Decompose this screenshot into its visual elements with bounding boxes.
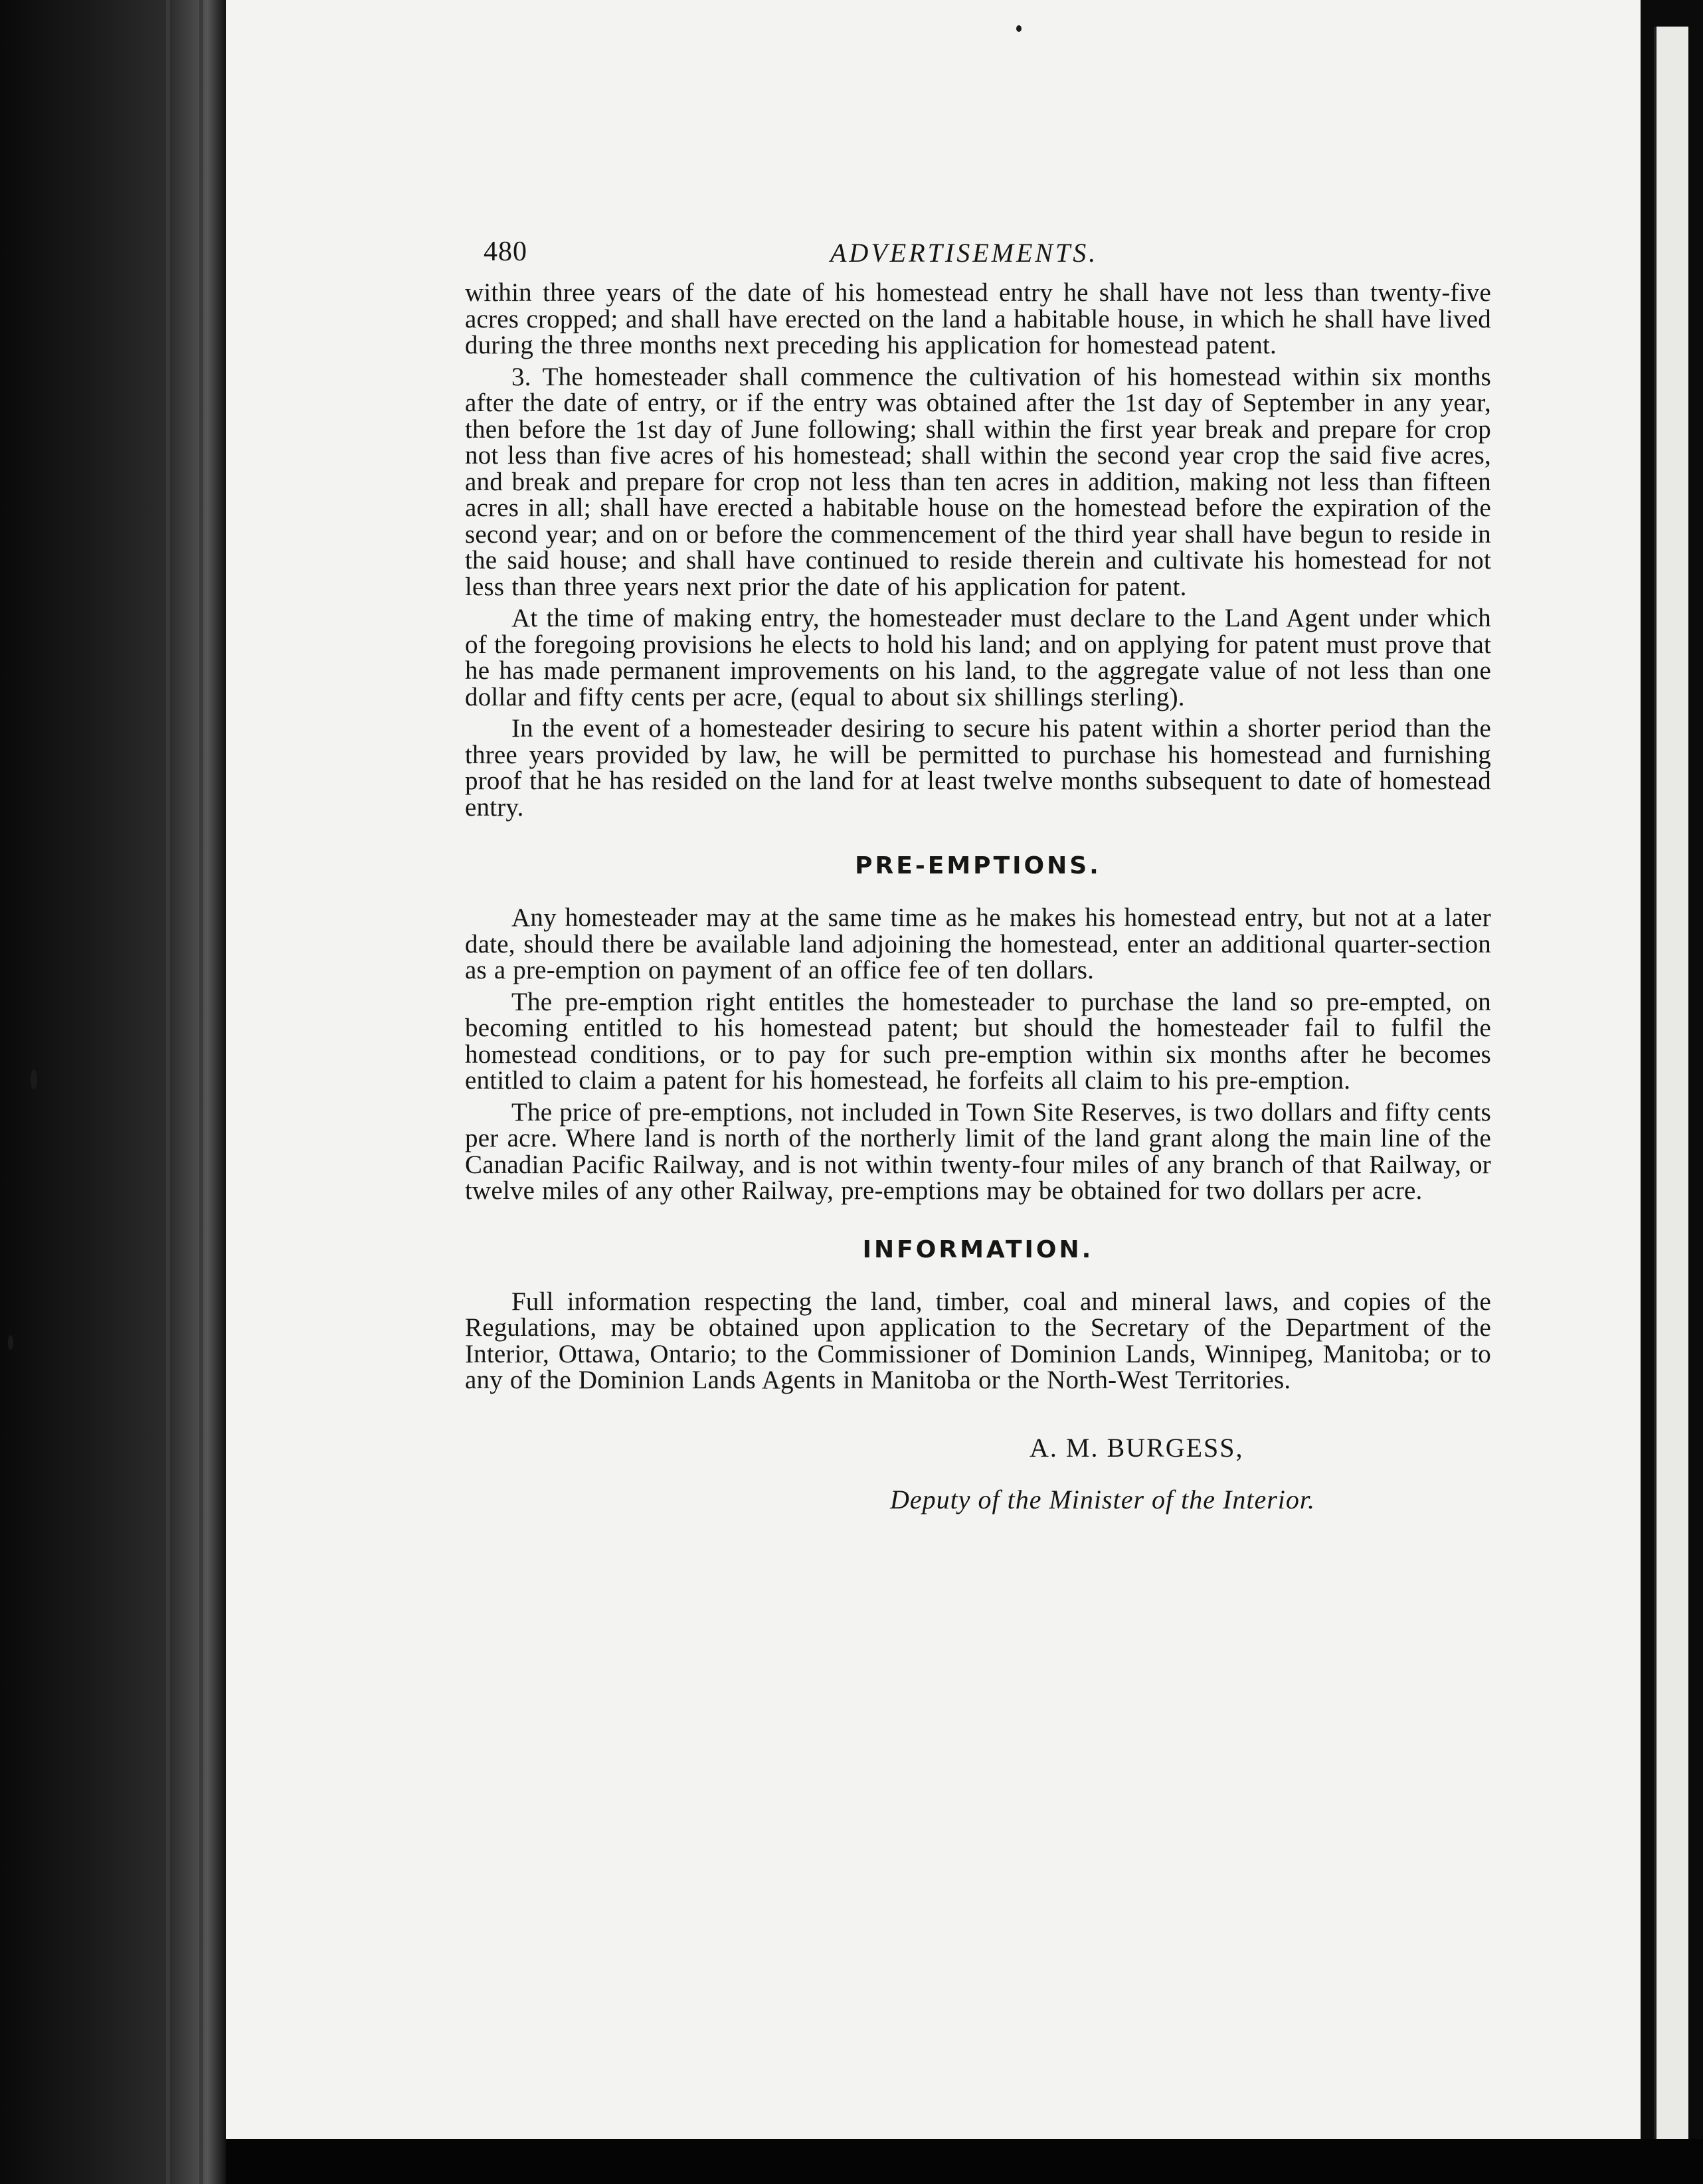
scan-speck xyxy=(31,1069,37,1089)
signatory-name: A. M. BURGESS, xyxy=(1030,1432,1244,1463)
scan-speck xyxy=(8,1335,13,1350)
signatory-title: Deputy of the Minister of the Interior. xyxy=(890,1484,1316,1514)
scan-bottom-border xyxy=(226,2139,1703,2184)
paragraph: The price of pre-emptions, not included in Town Site Reserves, is two dollars and fifty cents per acre. Where land is north of the northerly limit of the land grant along the main line of the Canadian Pacific Railway, and is not within twenty-four miles of any branch of that Railway, or twelve miles of any other Railway, pre-emptions may be obtained for two dollars per acre. xyxy=(465,1097,1491,1205)
paragraph: within three years of the date of his homestead entry he shall have not less than twenty-five acres cropped; and shall have erected on the land a habitable house, in which he shall have lived during the three months next preceding his application for homestead patent. xyxy=(465,278,1491,359)
spine-edge-line xyxy=(199,0,203,2184)
section-heading-preemptions: PRE-EMPTIONS. xyxy=(855,852,1101,879)
paragraph: 3. The homesteader shall commence the cultivation of his homestead within six months after the date of entry, or if the entry was obtained after the 1st day of September in any year, then before the 1st day of June following; shall within the first year break and prepare for crop not less than five acres of his homestead; shall within the second year crop the said five acres, and break and prepare for crop not less than ten acres in addition, making not less than fifteen acres in all; shall have erected a habitable house on the homestead before the expiration of the second year; and on or before the commencement of the third year shall have begun to reside in the said house; and shall have continued to reside therein and cultivate his homestead for not less than three years next prior the date of his application for patent. xyxy=(465,362,1491,601)
running-title: ADVERTISEMENTS. xyxy=(830,238,1099,268)
facing-page-paper xyxy=(1654,27,1688,2139)
running-head xyxy=(465,236,1491,276)
paragraph: In the event of a homesteader desiring to secure his patent within a shorter period than the three years provided by law, he will be permitted to purchase his homestead and furnishing proof that he has resided on the land for at least twelve months subsequent to date of homestead entry. xyxy=(465,714,1491,822)
page-number: 480 xyxy=(484,236,527,267)
paragraph: Full information respecting the land, timber, coal and mineral laws, and copies of the Regulations, may be obtained upon application to the Secretary of the Department of the Interior, Ottawa, Ontario; to the Commissioner of Dominion Lands, Winnipeg, Manitoba; or to any of the Dominion Lands Agents in Manitoba or the North-West Territories. xyxy=(465,1287,1491,1394)
spine-edge-line xyxy=(166,0,170,2184)
paragraph: The pre-emption right entitles the homesteader to purchase the land so pre-empted, on becoming entitled to his homestead patent; but should the homesteader fail to fulfil the homestead conditions, or to pay for such pre-emption within six months after he becomes entitled to claim a patent for his homestead, he forfeits all claim to his pre-emption. xyxy=(465,987,1491,1095)
scan-speck xyxy=(1016,25,1022,32)
paragraph: At the time of making entry, the homesteader must declare to the Land Agent under which of the foregoing provisions he elects to hold his land; and on applying for patent must prove that he has made permanent improvements on his land, to the aggregate value of not less than one dollar and fifty cents per acre, (equal to about six shillings sterling). xyxy=(465,604,1491,711)
paragraph: Any homesteader may at the same time as he makes his homestead entry, but not at a later date, should there be available land adjoining the homestead, enter an additional quarter-section as a pre-emption on payment of an office fee of ten dollars. xyxy=(465,903,1491,984)
signature-block xyxy=(465,1432,1491,1532)
page-content xyxy=(465,236,1491,1532)
section-heading-information: INFORMATION. xyxy=(862,1235,1094,1263)
book-spine xyxy=(0,0,226,2184)
